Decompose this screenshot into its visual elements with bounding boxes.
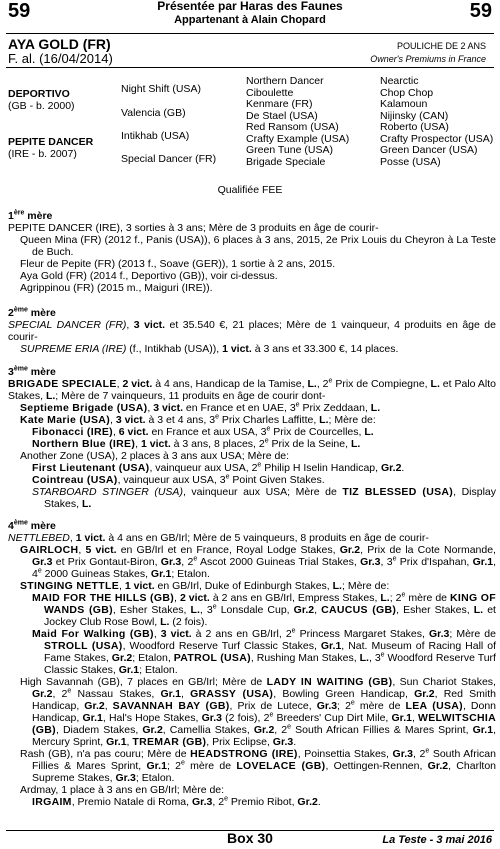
gen3-4: De Stael (USA) (246, 109, 318, 122)
gen3-1: Northern Dancer (246, 75, 324, 87)
gen3-7: Green Tune (USA) (246, 144, 333, 156)
section-mere-2 (8, 305, 496, 355)
produce-line: First Lieutenant (USA), vainqueur aux USA, 2e Philip H Iselin Handicap, Gr.2. (32, 461, 405, 474)
sale-venue-date: La Teste - 3 mai 2016 (382, 834, 492, 846)
produce-line: Northern Blue (IRE), 1 vict. à 3 ans, 8 places, 2e Prix de la Seine, L. (32, 437, 361, 450)
produce-line: Agrippinou (FR) (2015 m., Maiguri (IRE)). (20, 282, 213, 294)
produce-line: IRGAIM, Premio Natale di Roma, Gr.3, 2e Premio Ribot, Gr.2. (32, 795, 321, 808)
header-rule (6, 33, 494, 34)
lot-number-left: 59 (8, 0, 31, 22)
produce-line: Kate Marie (USA), 3 vict. à 3 et 4 ans, 3e Prix Charles Laffitte, L.; Mère de: (20, 413, 376, 426)
dam-line: SPECIAL DANCER (FR), 3 vict. et 35.540 €, 21 places; Mère de 1 vainqueur, 4 produits en âge de courir- (8, 319, 496, 343)
horse-details: F. al. (16/04/2014) (8, 51, 113, 66)
dam-line: BRIGADE SPECIALE, 2 vict. à 4 ans, Handicap de la Tamise, L., 2e Prix de Compiegne, L. et Palo Alto Stakes, L.; Mère de 7 vainqueurs, 11 produits en âge de courir dont- (8, 377, 496, 402)
gen3-8: Brigade Speciale (246, 155, 326, 168)
produce-line: Another Zone (USA), 2 places à 3 ans aux USA; Mère de: (20, 450, 290, 462)
produce-line: GAIRLOCH, 5 vict. en GB/Irl et en France, Royal Lodge Stakes, Gr.2, Prix de la Cote Normande, Gr.3 et Prix Gontaut-Biron, Gr.3, 2e Ascot 2000 Guineas Trial Stakes, Gr.3, 3e Prix d'Ispahan, Gr.1, 4e 2000 Guineas Stakes, Gr.1; Etalon. (20, 544, 496, 580)
dam-info: (IRE - b. 2007) (8, 148, 77, 160)
gen4-2: Chop Chop (380, 86, 434, 99)
produce-line: Fibonacci (IRE), 6 vict. en France et aux USA, 3e Prix de Courcelles, L. (32, 425, 374, 438)
gen4-5: Roberto (USA) (380, 121, 449, 133)
grandsire-paternal: Night Shift (USA) (121, 83, 201, 95)
consignor-line: Présentée par Haras des Faunes (157, 0, 343, 13)
gen3-6: Crafty Example (USA) (246, 132, 350, 145)
dam-line: PEPITE DANCER (IRE), 3 sorties à 3 ans; Mère de 3 produits en âge de courir- (8, 222, 379, 234)
produce-line: High Savannah (GB), 7 places en GB/Irl; Mère de LADY IN WAITING (GB), Sun Chariot Stakes, Gr.2, 2e Nassau Stakes, Gr.1, GRASSY (USA), Bowling Green Handicap, Gr.2, Red Smith Handicap, Gr.2, SAVANNAH BAY (GB), Prix de Lutece, Gr.3; 2e mère de LEA (USA), Donn Handicap, Gr.1, Hal's Hope Stakes, Gr.3 (2 fois), 2e Breeders' Cup Dirt Mile, Gr.1, WELWITSCHIA (GB), Diadem Stakes, Gr.2, Camellia Stakes, Gr.2, 2e South African Fillies & Mares Sprint, Gr.1, Mercury Sprint, Gr.1, TREMAR (GB), Prix Eclipse, Gr.3. (20, 676, 497, 748)
gen3-2: Ciboulette (246, 86, 294, 99)
granddam-paternal: Valencia (GB) (121, 107, 186, 119)
produce-line: Queen Mina (FR) (2012 f., Panis (USA)), 6 places à 3 ans, 2015, 2e Prix Louis du Cheyron à La Teste de Buch. (20, 234, 496, 258)
box-number: Box 30 (227, 830, 273, 846)
gen3-3: Kenmare (FR) (246, 98, 313, 110)
produce-line: MAID FOR THE HILLS (GB), 2 vict. à 2 ans en GB/Irl, Empress Stakes, L.; 2e mère de KING OF WANDS (GB), Esher Stakes, L., 3e Lonsdale Cup, Gr.2, CAUCUS (GB), Esher Stakes, L. et Jockey Club Rose Bowl, L. (2 fois). (32, 591, 496, 628)
dam-name: PEPITE DANCER (8, 136, 94, 148)
pedigree-rule (6, 67, 494, 68)
gen4-1: Nearctic (380, 75, 419, 87)
owner-line: Appartenant à Alain Chopard (174, 14, 326, 26)
gen3-5: Red Ransom (USA) (246, 121, 339, 133)
section-title: 3ème mère (8, 365, 56, 378)
lot-number-right: 59 (469, 0, 492, 22)
produce-line: Fleur de Pepite (FR) (2013 f., Soave (GER)), 1 sortie à 2 ans, 2015. (20, 258, 336, 270)
gen4-4: Nijinsky (CAN) (380, 109, 449, 122)
produce-line: Ardmay, 1 place à 3 ans en GB/Irl; Mère de: (20, 784, 225, 796)
section-mere-1 (8, 208, 496, 294)
gen4-8: Posse (USA) (380, 155, 441, 168)
section-title: 4ème mère (8, 519, 56, 532)
gen4-3: Kalamoun (380, 98, 428, 110)
gen4-6: Crafty Prospector (USA) (380, 132, 494, 145)
produce-line: STARBOARD STINGER (USA), vainqueur aux USA; Mère de TIZ BLESSED (USA), Display Stakes, L. (32, 486, 496, 510)
horse-type: POULICHE DE 2 ANS (396, 41, 486, 51)
gen4-7: Green Dancer (USA) (380, 144, 478, 156)
section-title: 2ème mère (8, 306, 56, 319)
produce-line: Aya Gold (FR) (2014 f., Deportivo (GB)), voir ci-dessus. (20, 270, 278, 282)
grandsire-maternal: Intikhab (USA) (121, 130, 190, 142)
produce-line: Rash (GB), n'a pas couru; Mère de HEADSTRONG (IRE), Poinsettia Stakes, Gr.3, 2e South African Fillies & Mares Sprint, Gr.1; 2e mère de LOVELACE (GB), Oettingen-Rennen, Gr.2, Charlton Supreme Stakes, Gr.3; Etalon. (20, 747, 496, 784)
section-mere-4 (8, 518, 496, 808)
section-mere-3 (8, 364, 496, 510)
granddam-maternal: Special Dancer (FR) (121, 153, 217, 165)
owners-premiums: Owner's Premiums in France (370, 54, 486, 64)
produce-line: Maid For Walking (GB), 3 vict. à 2 ans en GB/Irl, 2e Princess Margaret Stakes, Gr.3; Mère de STROLL (USA), Woodford Reserve Turf Classic Stakes, Gr.1, Nat. Museum of Racing Hall of Fame Stakes, Gr.2; Etalon, PATROL (USA), Rushing Man Stakes, L., 3e Woodford Reserve Turf Classic Stakes, Gr.1; Etalon. (32, 627, 497, 676)
sire-info: (GB - b. 2000) (8, 100, 75, 112)
horse-name: AYA GOLD (FR) (8, 36, 111, 52)
dam-line: NETTLEBED, 1 vict. à 4 ans en GB/Irl; Mère de 5 vainqueurs, 8 produits en âge de courir- (8, 532, 429, 544)
qualification: Qualifiée FEE (217, 184, 283, 196)
produce-line: Cointreau (USA), vainqueur aux USA, 3e Point Given Stakes. (32, 473, 325, 486)
sire-name: DEPORTIVO (8, 88, 70, 100)
produce-line: SUPREME ERIA (IRE) (f., Intikhab (USA)), 1 vict. à 3 ans et 33.300 €, 14 places. (20, 343, 399, 355)
produce-line: STINGING NETTLE, 1 vict. en GB/Irl, Duke of Edinburgh Stakes, L.; Mère de: (20, 580, 390, 592)
section-title: 1ère mère (8, 209, 53, 222)
produce-line: Septieme Brigade (USA), 3 vict. en France et en UAE, 3e Prix Zeddaan, L. (20, 401, 381, 414)
